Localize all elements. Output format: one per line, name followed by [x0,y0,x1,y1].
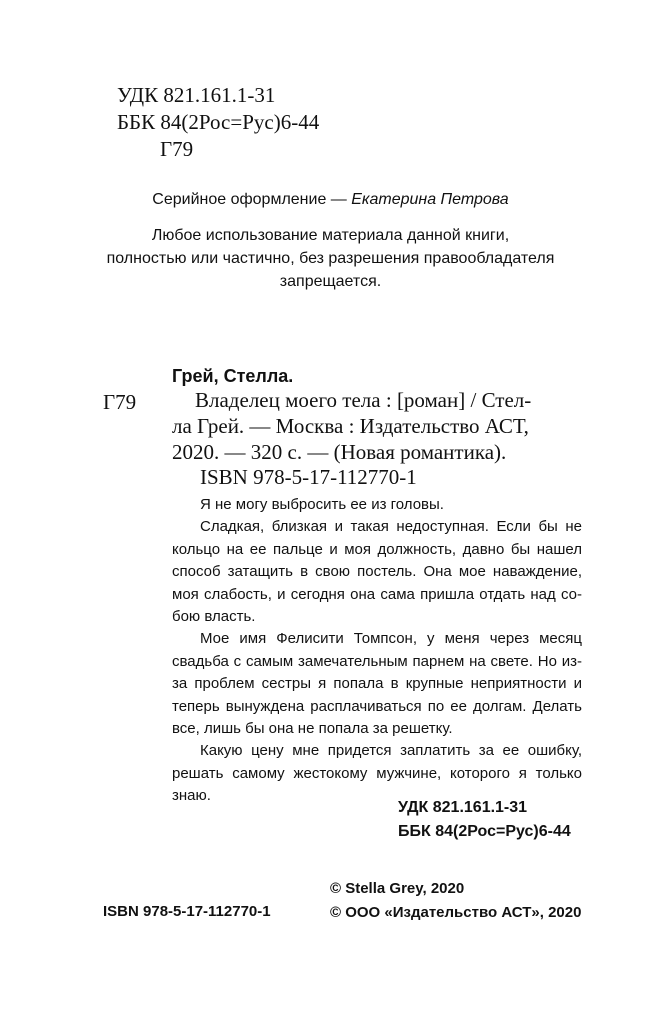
biblio-line: ла Грей. — Москва : Издательство АСТ, [172,414,529,438]
footer-bbk: ББК 84(2Рос=Рус)6-44 [398,823,571,840]
annotation-line: теперь вынуждена расплачиваться по ее долгам. Делать [172,697,582,715]
author-heading: Грей, Стелла. [172,366,294,386]
copyright-block [330,877,581,925]
footer-udk: УДК 821.161.1-31 [398,799,528,816]
design-credit-prefix: Серийное оформление — [152,191,352,208]
catalog-isbn: ISBN 978-5-17-112770-1 [200,465,417,489]
annotation-line: моя слабость, и сегодня она сама пришла отдать над со- [172,585,582,603]
annotation-line: Сладкая, близкая и такая недоступная. Если бы не [200,518,582,536]
classification-header [117,82,319,163]
bbk-code: ББК 84(2Рос=Рус)6-44 [117,110,320,134]
series-design-credit [0,191,661,209]
rights-notice [0,224,661,293]
annotation-line: Какую цену мне придется заплатить за ее ошибку, [200,742,582,760]
rights-line: Любое использование материала данной книги, [151,227,510,244]
annotation-line: Мое имя Фелисити Томпсон, у меня через месяц [200,630,582,648]
annotation-line: за проблем сестры я попала в крупные неприятности и [172,675,582,693]
rights-line: полностью или частично, без разрешения правообладателя [106,250,555,267]
footer-classification [398,796,571,844]
rights-line: запрещается. [279,273,382,290]
catalog-code: Г79 [103,390,137,414]
annotation-line: бою власть. [172,607,256,625]
annotation-line: способ затащить в свою постель. Она мое наваждение, [172,563,582,581]
copyright-publisher: © ООО «Издательство АСТ», 2020 [330,904,582,921]
copyright-author: © Stella Grey, 2020 [330,880,465,897]
annotation-line: Я не могу выбросить ее из головы. [200,496,444,513]
author-mark: Г79 [160,137,194,161]
annotation-line: все, лишь бы она не попала за решетку. [172,719,453,737]
footer-isbn: ISBN 978-5-17-112770-1 [103,903,271,920]
annotation-line: кольцо на ее пальце и моя должность, давно бы нашел [172,540,582,558]
annotation-line: решать самому жестокому мужчине, которого я только [172,764,582,782]
annotation-line: свадьба с самым замечательным парнем на свете. Но из- [172,652,582,670]
udk-code: УДК 821.161.1-31 [117,83,276,107]
annotation [172,494,582,807]
biblio-line: 2020. — 320 с. — (Новая романтика). [172,440,507,464]
designer-name: Екатерина Петрова [351,191,509,208]
annotation-line: знаю. [172,787,211,805]
bibliographic-description [172,387,582,465]
biblio-line: Владелец моего тела : [роман] / Стел- [195,388,532,412]
